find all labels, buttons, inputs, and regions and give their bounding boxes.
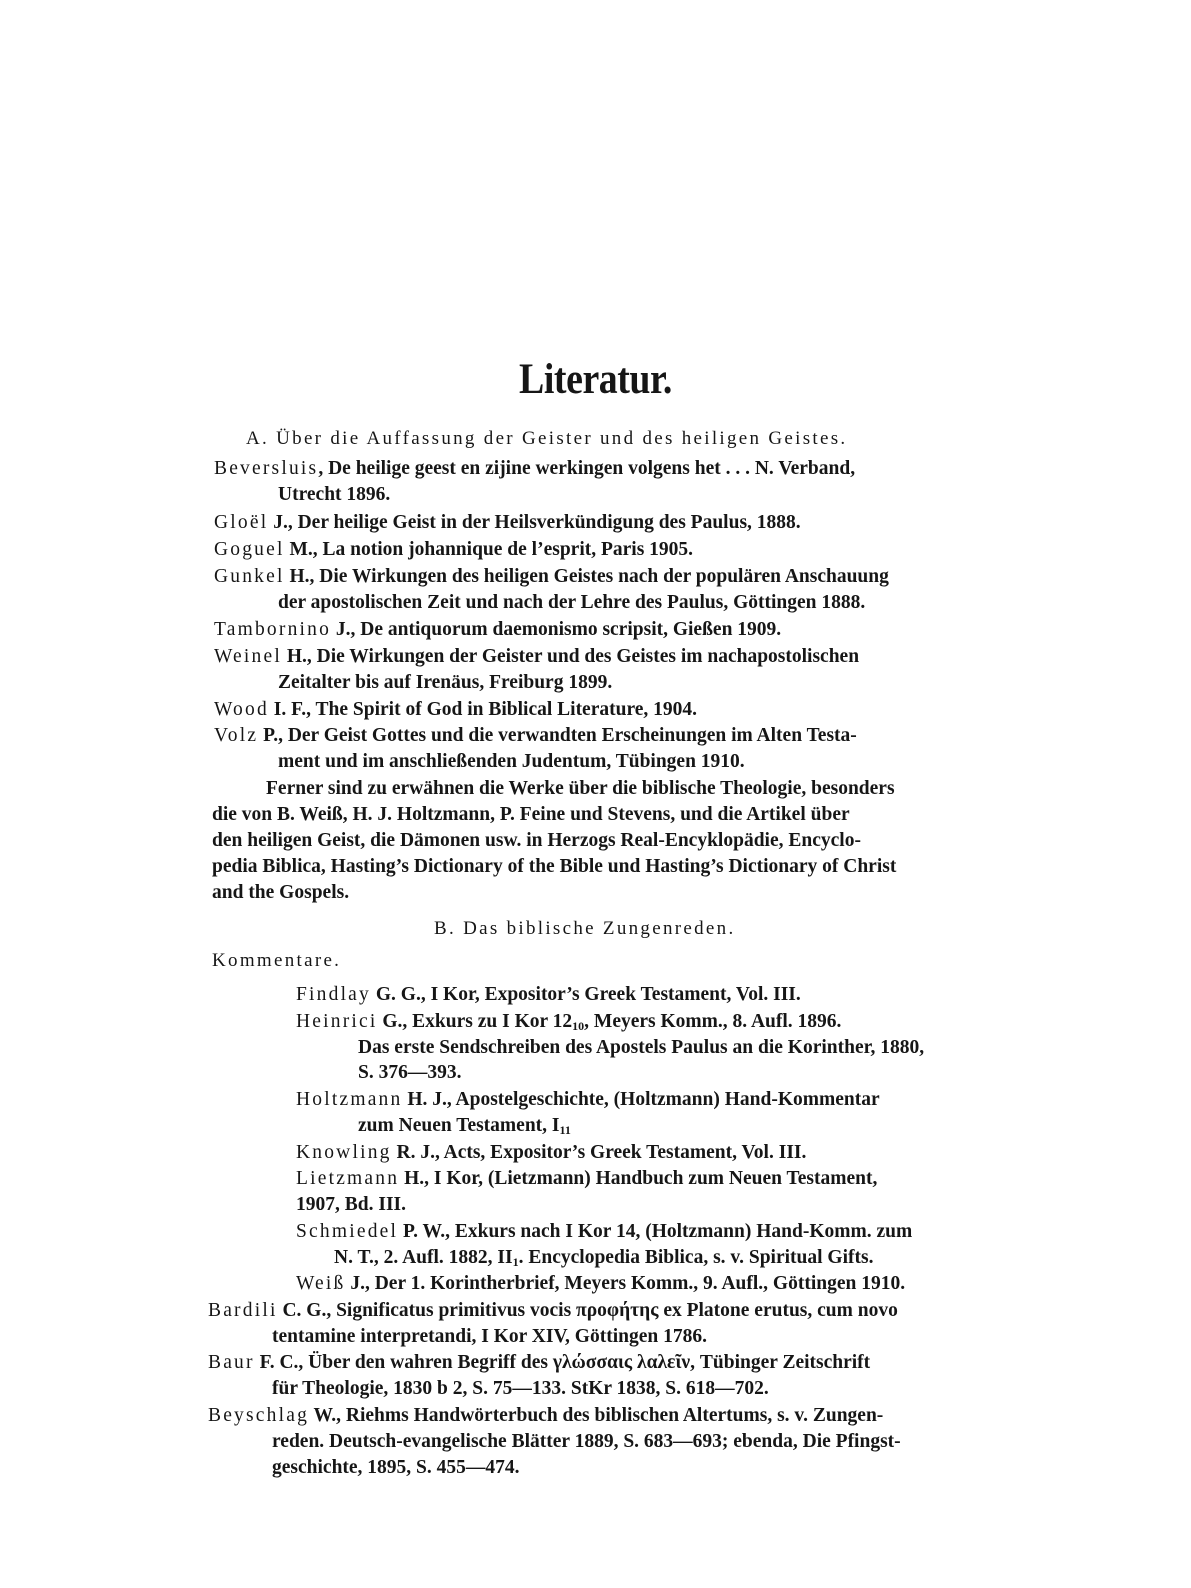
entry-text: H., Die Wirkungen der Geister und des Geistes im nachapostolischen: [281, 646, 860, 667]
author-name: Gunkel: [214, 566, 285, 587]
entry-text: R. J., Acts, Expositor’s Greek Testament, Vol. III.: [391, 1142, 807, 1163]
entry-b-0-line-1: tentamine interpretandi, I Kor XIV, Göttingen 1786.: [272, 1326, 707, 1347]
entry-b-2-line-1: reden. Deutsch-evangelische Blätter 1889, S. 683—693; ebenda, Die Pfingst-: [272, 1431, 901, 1452]
author-name: Schmiedel: [296, 1221, 399, 1242]
entry-a-0-line-1: Utrecht 1896.: [278, 484, 391, 505]
entry-text: G. G., I Kor, Expositor’s Greek Testament, Vol. III.: [371, 984, 801, 1005]
paragraph-line: and the Gospels.: [212, 882, 350, 903]
author-name: Knowling: [296, 1142, 392, 1163]
commentary-3-line-0: [296, 1140, 806, 1166]
author-name: Findlay: [296, 984, 371, 1005]
paragraph-line: Ferner sind zu erwähnen die Werke über die biblische Theologie, besonders: [266, 778, 895, 799]
author-name: Weiß: [296, 1273, 346, 1294]
entry-text: H. J., Apostelgeschichte, (Holtzmann) Hand-Kommentar: [402, 1089, 880, 1110]
author-name: Beyschlag: [208, 1405, 310, 1426]
author-name: Gloël: [214, 512, 269, 533]
author-name: Tambornino: [214, 619, 332, 640]
entry-text: F. C., Über den wahren Begriff des γλώσσαις λαλεῖν, Tübinger Zeitschrift: [254, 1352, 871, 1373]
entry-a-5-line-1: Zeitalter bis auf Irenäus, Freiburg 1899.: [278, 672, 613, 693]
entry-a-3-line-1: der apostolischen Zeit und nach der Lehre des Paulus, Göttingen 1888.: [278, 592, 866, 613]
entry-text: J., Der 1. Korintherbrief, Meyers Komm., 9. Aufl., Göttingen 1910.: [345, 1273, 906, 1294]
entry-text: , Meyers Komm., 8. Aufl. 1896.: [584, 1011, 842, 1032]
entry-text: . Encyclopedia Biblica, s. v. Spiritual Gifts.: [518, 1247, 874, 1268]
entry-b-2-line-2: geschichte, 1895, S. 455—474.: [272, 1457, 520, 1478]
entry-text: , De heilige geest en zijine werkingen volgens het . . . N. Verband,: [318, 458, 856, 479]
author-name: Holtzmann: [296, 1089, 403, 1110]
entry-text: P., Der Geist Gottes und die verwandten Erscheinungen im Alten Testa-: [258, 725, 857, 746]
entry-text: P. W., Exkurs nach I Kor 14, (Holtzmann) Hand-Komm. zum: [398, 1221, 913, 1242]
entry-a-0-line-0: [214, 456, 855, 482]
section-b-heading: B. Das biblische Zungenreden.: [434, 918, 736, 939]
entry-text: I. F., The Spirit of God in Biblical Literature, 1904.: [268, 699, 698, 720]
author-name: Goguel: [214, 539, 285, 560]
entry-text: zum Neuen Testament, I: [358, 1115, 560, 1136]
entry-a-7-line-0: [214, 723, 857, 749]
entry-a-2-line-0: [214, 537, 693, 563]
commentaries-subheading: Kommentare.: [212, 950, 342, 971]
paragraph-line: den heiligen Geist, die Dämonen usw. in Herzogs Real-Encyklopädie, Encyclo-: [212, 830, 861, 851]
entry-a-4-line-0: [214, 617, 781, 643]
entry-text: N. T., 2. Aufl. 1882, II: [334, 1247, 513, 1268]
author-name: Bardili: [208, 1300, 278, 1321]
entry-text: H., Die Wirkungen des heiligen Geistes nach der populären Anschauung: [284, 566, 889, 587]
entry-text: H., I Kor, (Lietzmann) Handbuch zum Neuen Testament,: [399, 1168, 878, 1189]
subscript: 11: [559, 1123, 571, 1137]
subscript: 1: [512, 1255, 519, 1269]
commentary-4-line-0: [296, 1166, 877, 1192]
entry-b-0-line-0: [208, 1298, 898, 1324]
page-title: Literatur.: [519, 356, 672, 403]
commentary-4-line-1: 1907, Bd. III.: [296, 1194, 406, 1215]
commentary-2-line-0: [296, 1087, 880, 1113]
author-name: Lietzmann: [296, 1168, 400, 1189]
author-name: Heinrici: [296, 1011, 378, 1032]
entry-b-1-line-0: [208, 1350, 870, 1376]
author-name: Weinel: [214, 646, 282, 667]
entry-a-3-line-0: [214, 564, 889, 590]
paragraph-line: pedia Biblica, Hasting’s Dictionary of the Bible und Hasting’s Dictionary of Christ: [212, 856, 897, 877]
author-name: Baur: [208, 1352, 255, 1373]
entry-text: W., Riehms Handwörterbuch des biblischen Altertums, s. v. Zungen-: [309, 1405, 884, 1426]
commentary-5-line-0: [296, 1219, 912, 1245]
entry-text: J., Der heilige Geist in der Heilsverkündigung des Paulus, 1888.: [268, 512, 801, 533]
entry-b-1-line-1: für Theologie, 1830 b 2, S. 75—133. StKr 1838, S. 618—702.: [272, 1378, 769, 1399]
commentary-1-line-1: Das erste Sendschreiben des Apostels Paulus an die Korinther, 1880,: [358, 1037, 925, 1058]
entry-a-5-line-0: [214, 644, 859, 670]
entry-b-2-line-0: [208, 1403, 883, 1429]
author-name: Beversluis: [214, 458, 319, 479]
author-name: Wood: [214, 699, 269, 720]
entry-text: J., De antiquorum daemonismo scripsit, Gießen 1909.: [331, 619, 782, 640]
commentary-6-line-0: [296, 1271, 905, 1297]
section-a-heading: A. Über die Auffassung der Geister und des heiligen Geistes.: [246, 428, 848, 449]
commentary-2-line-1: [358, 1113, 571, 1143]
commentary-0-line-0: [296, 982, 801, 1008]
entry-a-1-line-0: [214, 510, 801, 536]
entry-text: C. G., Significatus primitivus vocis προφήτης ex Platone erutus, cum novo: [277, 1300, 898, 1321]
entry-a-6-line-0: [214, 697, 697, 723]
entry-a-7-line-1: ment und im anschließenden Judentum, Tübingen 1910.: [278, 751, 745, 772]
paragraph-line: die von B. Weiß, H. J. Holtzmann, P. Feine und Stevens, und die Artikel über: [212, 804, 850, 825]
entry-text: G., Exkurs zu I Kor 12: [377, 1011, 573, 1032]
subscript: 10: [572, 1019, 585, 1033]
author-name: Volz: [214, 725, 259, 746]
commentary-1-line-2: S. 376—393.: [358, 1062, 462, 1083]
entry-text: M., La notion johannique de l’esprit, Paris 1905.: [284, 539, 694, 560]
